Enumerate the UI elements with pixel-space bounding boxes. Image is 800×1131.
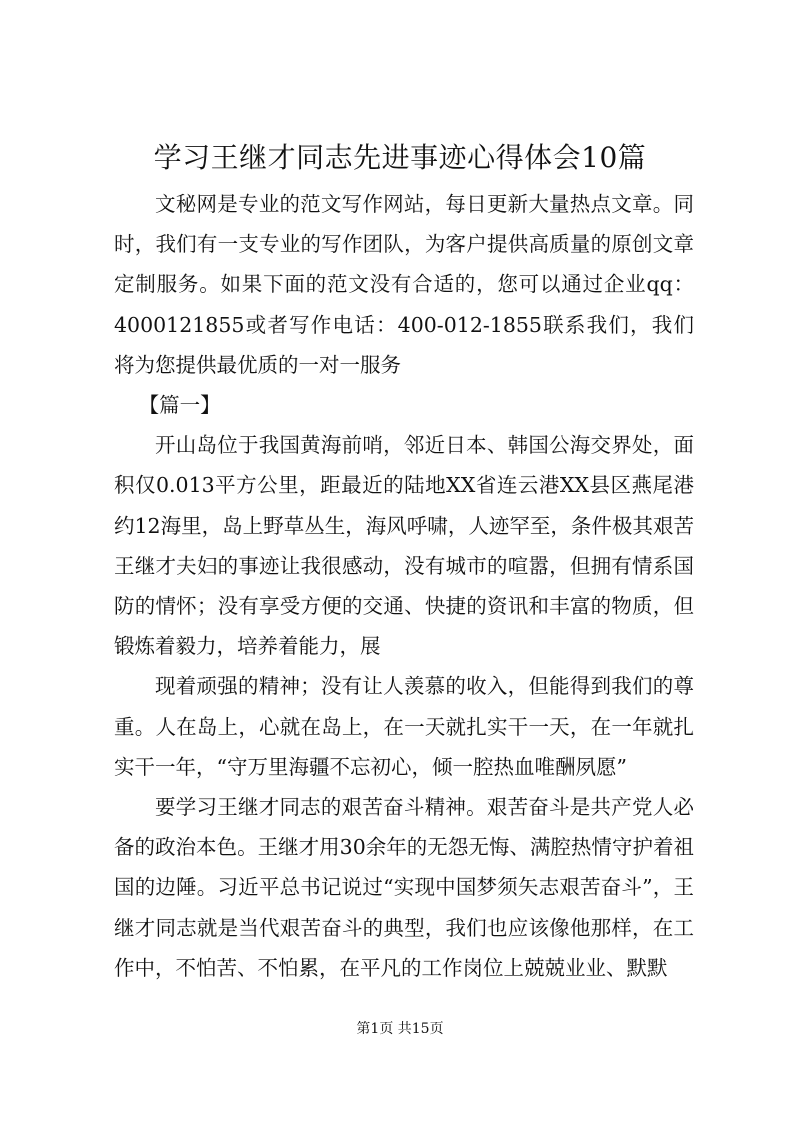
- section-heading: 【篇一】: [138, 393, 221, 418]
- intro-paragraph: 文秘网是专业的范文写作网站，每日更新大量热点文章。同时，我们有一支专业的写作团队，为客户提供高质量的原创文章定制服务。如果下面的范文没有合适的，您可以通过企业qq：4000121855或者写作电话：400-012-1855联系我们，我们将为您提供最优质的一对一服务: [114, 192, 694, 377]
- body-paragraph-3: 要学习王继才同志的艰苦奋斗精神。艰苦奋斗是共产党人必备的政治本色。王继才用30余年的无怨无悔、满腔热情守护着祖国的边陲。习近平总书记说过“实现中国梦须矢志艰苦奋斗”，王继才同志就是当代艰苦奋斗的典型，我们也应该像他那样，在工作中，不怕苦、不怕累，在平凡的工作岗位上兢兢业业、默默: [114, 795, 694, 980]
- document-title: 学习王继才同志先进事迹心得体会10篇: [153, 141, 647, 174]
- body-paragraph-2: 现着顽强的精神；没有让人羡慕的收入，但能得到我们的尊重。人在岛上，心就在岛上，在一天就扎实干一天，在一年就扎实干一年，“守万里海疆不忘初心，倾一腔热血唯酬夙愿”: [114, 674, 694, 779]
- page-footer: 第1页 共15页: [356, 1021, 444, 1037]
- document-body: [114, 184, 694, 988]
- body-paragraph-1: 开山岛位于我国黄海前哨，邻近日本、韩国公海交界处，面积仅0.013平方公里，距最近的陆地XX省连云港XX县区燕尾港约12海里，岛上野草丛生，海风呼啸，人迹罕至，条件极其艰苦王继才夫妇的事迹让我很感动，没有城市的喧嚣，但拥有情系国防的情怀；没有享受方便的交通、快捷的资讯和丰富的物质，但锻炼着毅力，培养着能力，展: [114, 433, 694, 659]
